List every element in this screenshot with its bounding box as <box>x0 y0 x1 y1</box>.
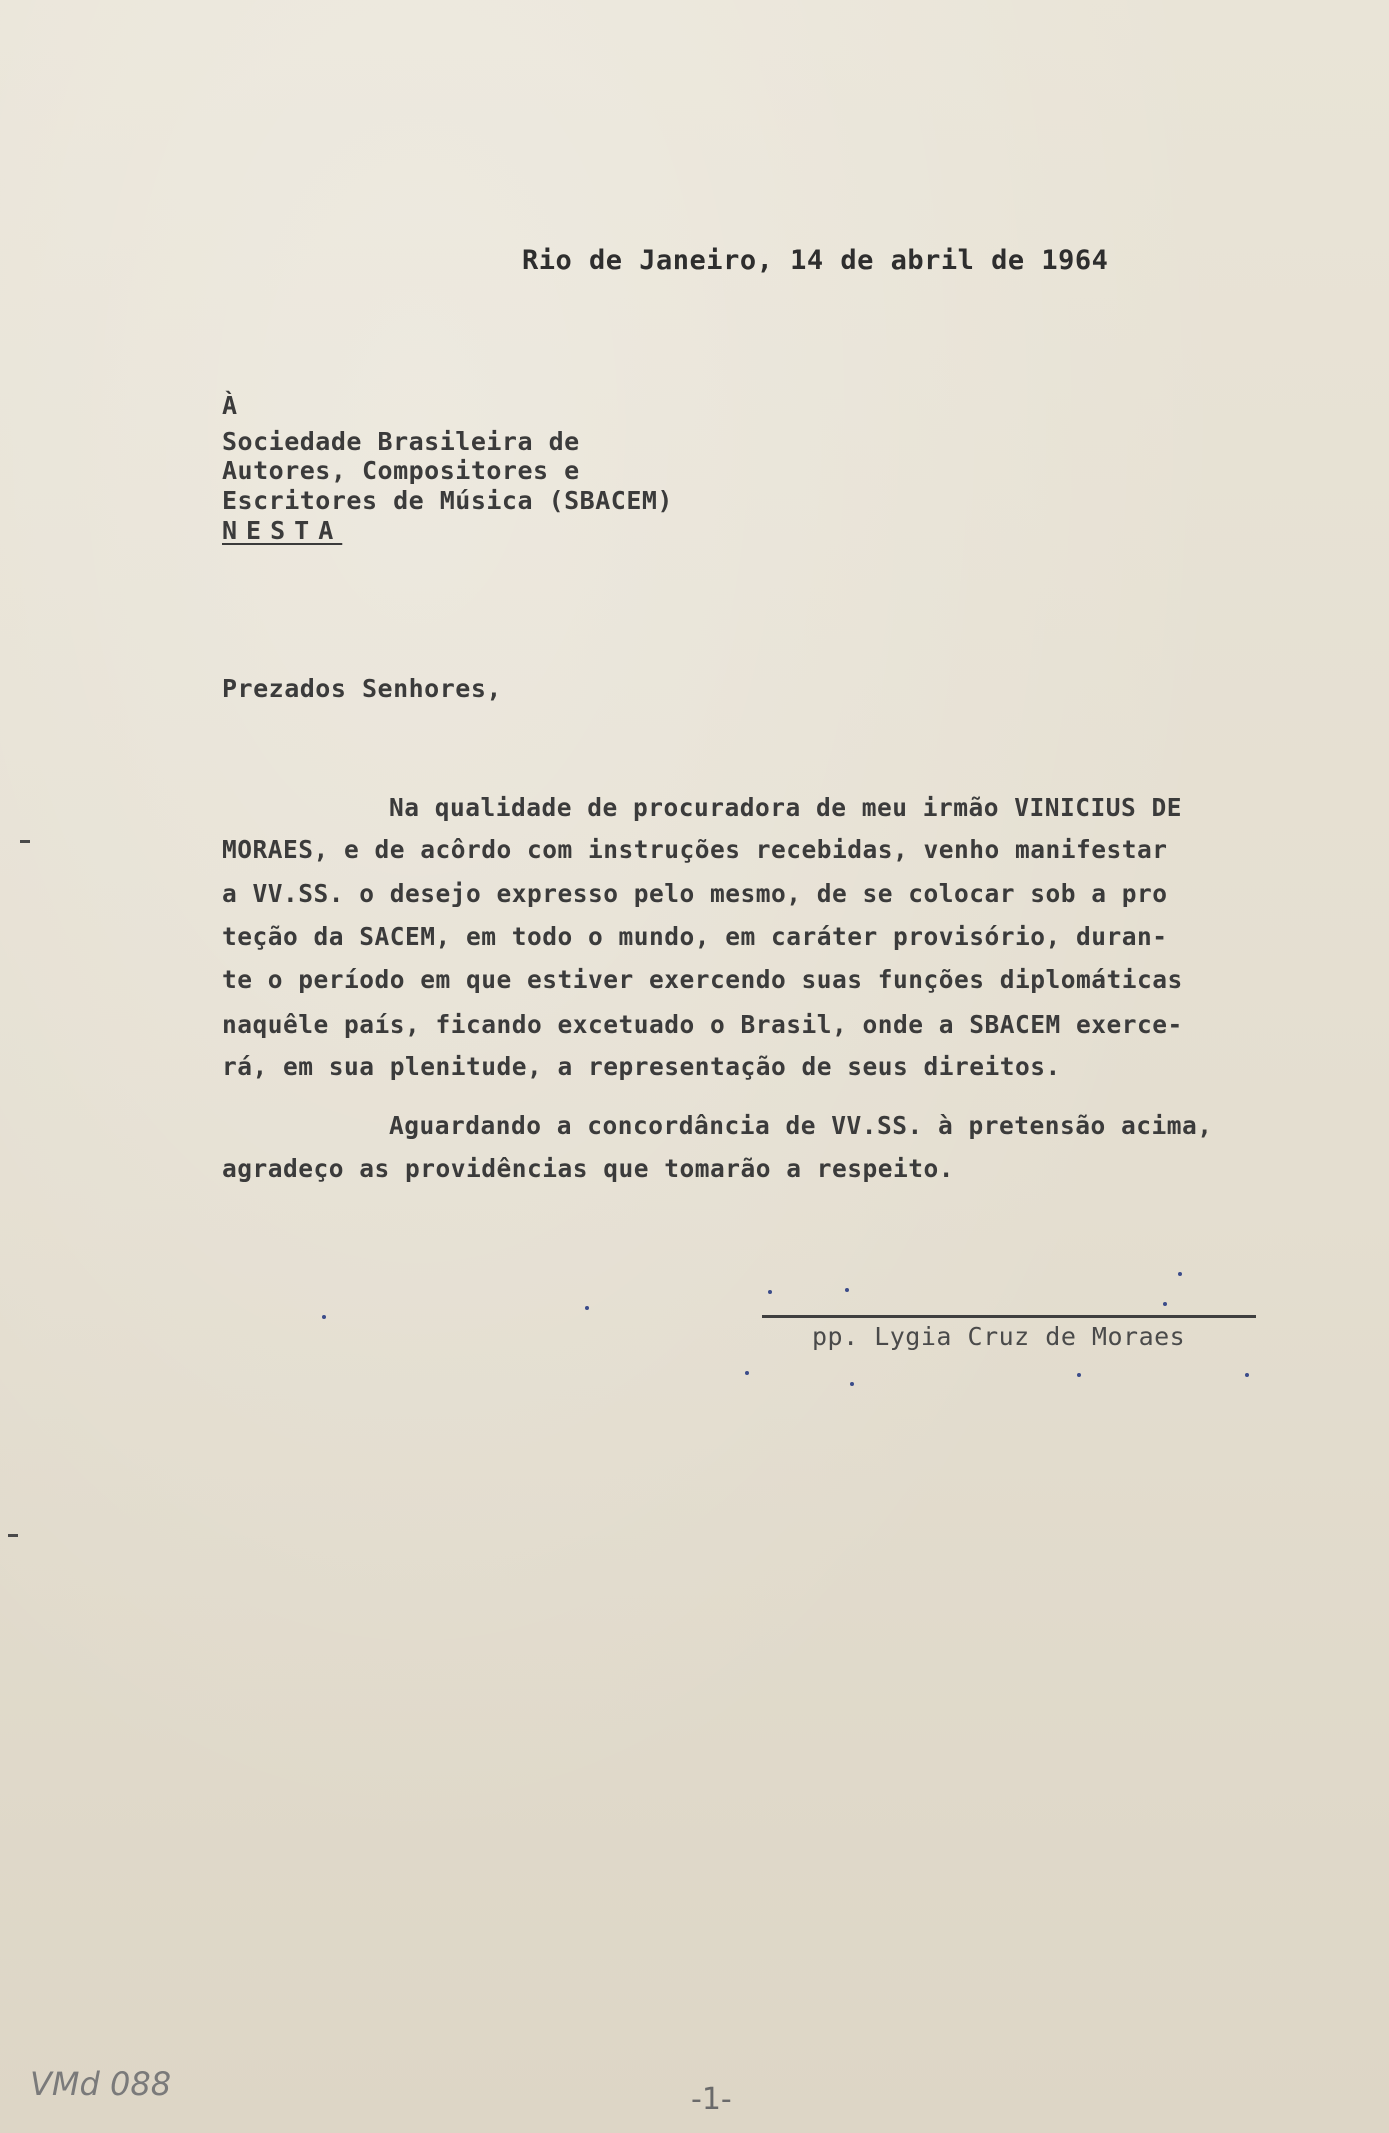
body-line-3: a VV.SS. o desejo expresso pelo mesmo, de se colocar sob a pro <box>222 879 1168 908</box>
recipient-prefix: À <box>222 391 238 420</box>
salutation: Prezados Senhores, <box>222 674 502 703</box>
ink-speck <box>768 1290 772 1294</box>
ink-speck <box>1178 1272 1182 1276</box>
page-number: -1- <box>691 2082 732 2117</box>
body-line-1: Na qualidade de procuradora de meu irmão VINICIUS DE <box>389 793 1183 822</box>
ink-speck <box>1163 1302 1167 1306</box>
ink-speck <box>1077 1373 1081 1377</box>
margin-mark <box>20 840 30 843</box>
ink-speck <box>585 1306 589 1310</box>
recipient-line-1: Sociedade Brasileira de <box>222 427 580 456</box>
recipient-line-3: Escritores de Música (SBACEM) <box>222 486 673 515</box>
ink-speck <box>850 1382 854 1386</box>
body-line-8: Aguardando a concordância de VV.SS. à pretensão acima, <box>389 1111 1213 1140</box>
recipient-city: NESTA <box>222 516 343 545</box>
ink-speck <box>745 1371 749 1375</box>
recipient-line-2: Autores, Compositores e <box>222 456 580 485</box>
body-line-6: naquêle país, ficando excetuado o Brasil, onde a SBACEM exerce- <box>222 1010 1183 1039</box>
ink-speck <box>845 1288 849 1292</box>
signature: pp. Lygia Cruz de Moraes <box>812 1322 1186 1351</box>
body-line-5: te o período em que estiver exercendo suas funções diplomáticas <box>222 965 1183 994</box>
letter-dateline: Rio de Janeiro, 14 de abril de 1964 <box>522 245 1109 276</box>
archive-code: VMd 088 <box>30 2065 172 2103</box>
body-line-9: agradeço as providências que tomarão a respeito. <box>222 1154 955 1183</box>
body-line-2: MORAES, e de acôrdo com instruções recebidas, venho manifestar <box>222 835 1168 864</box>
signature-line <box>762 1315 1256 1318</box>
body-line-7: rá, em sua plenitude, a representação de seus direitos. <box>222 1052 1061 1081</box>
margin-mark <box>8 1534 18 1537</box>
ink-speck <box>1245 1373 1249 1377</box>
body-line-4: teção da SACEM, em todo o mundo, em caráter provisório, duran- <box>222 922 1168 951</box>
ink-speck <box>322 1315 326 1319</box>
